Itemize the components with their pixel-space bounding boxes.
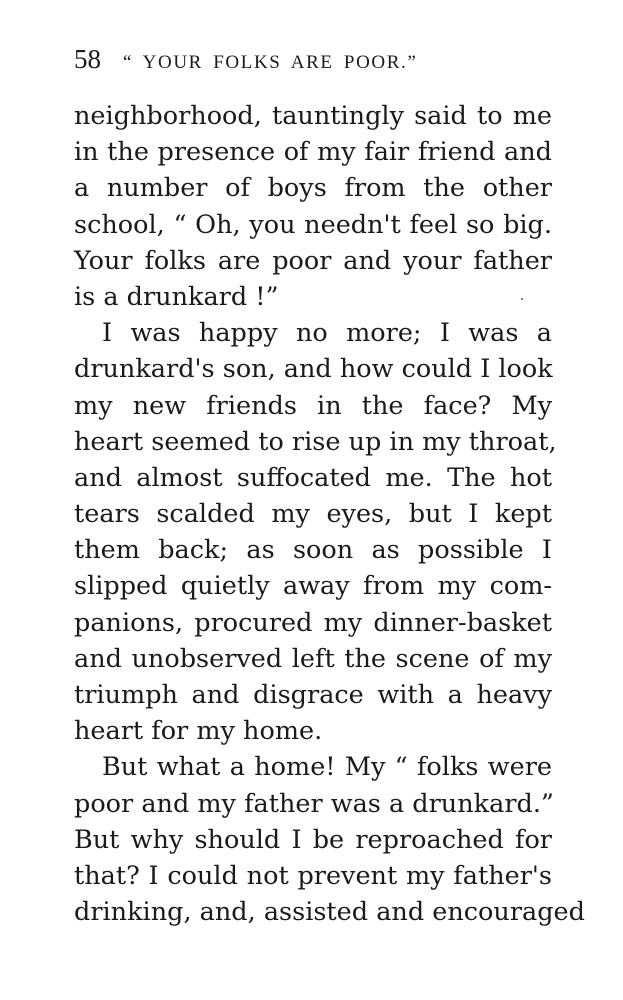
text-line: drunkard's son, and how could I look xyxy=(74,354,553,385)
text-line: and unobserved left the scene of my xyxy=(74,643,552,674)
page-number: 58 xyxy=(74,44,101,74)
text-line: and almost suffocated me. The hot xyxy=(74,462,552,493)
text-line: them back; as soon as possible I xyxy=(74,535,552,566)
text-line: panions, procured my dinner-basket xyxy=(74,607,552,638)
text-line: is a drunkard !” xyxy=(74,281,279,312)
text-line: slipped quietly away from my com- xyxy=(74,571,552,602)
text-line: my new friends in the face? My xyxy=(74,390,552,421)
text-line: But why should I be reproached for xyxy=(74,824,552,855)
text-line: triumph and disgrace with a heavy xyxy=(74,680,552,710)
body-text xyxy=(74,98,585,930)
text-line: drinking, and, assisted and encouraged xyxy=(74,897,585,928)
paragraph-start-line: I was happy no more; I was a xyxy=(102,318,552,349)
text-line: that? I could not prevent my father's xyxy=(74,860,552,891)
paragraph-start-line: But what a home! My “ folks were xyxy=(102,752,552,783)
text-line: heart for my home. xyxy=(74,716,323,747)
text-line: school, “ Oh, you needn't feel so big. xyxy=(74,209,552,240)
page-header xyxy=(74,44,554,84)
ink-speck xyxy=(521,298,523,300)
text-line: Your folks are poor and your father xyxy=(74,245,552,276)
text-line: poor and my father was a drunkard.” xyxy=(74,788,554,819)
text-line: a number of boys from the other xyxy=(74,173,552,204)
running-head: “ YOUR FOLKS ARE POOR.” xyxy=(123,52,418,73)
text-line: tears scalded my eyes, but I kept xyxy=(74,499,552,530)
text-line: neighborhood, tauntingly said to me xyxy=(74,101,552,131)
text-line: heart seemed to rise up in my throat, xyxy=(74,426,557,457)
text-line: in the presence of my fair friend and xyxy=(74,137,552,168)
